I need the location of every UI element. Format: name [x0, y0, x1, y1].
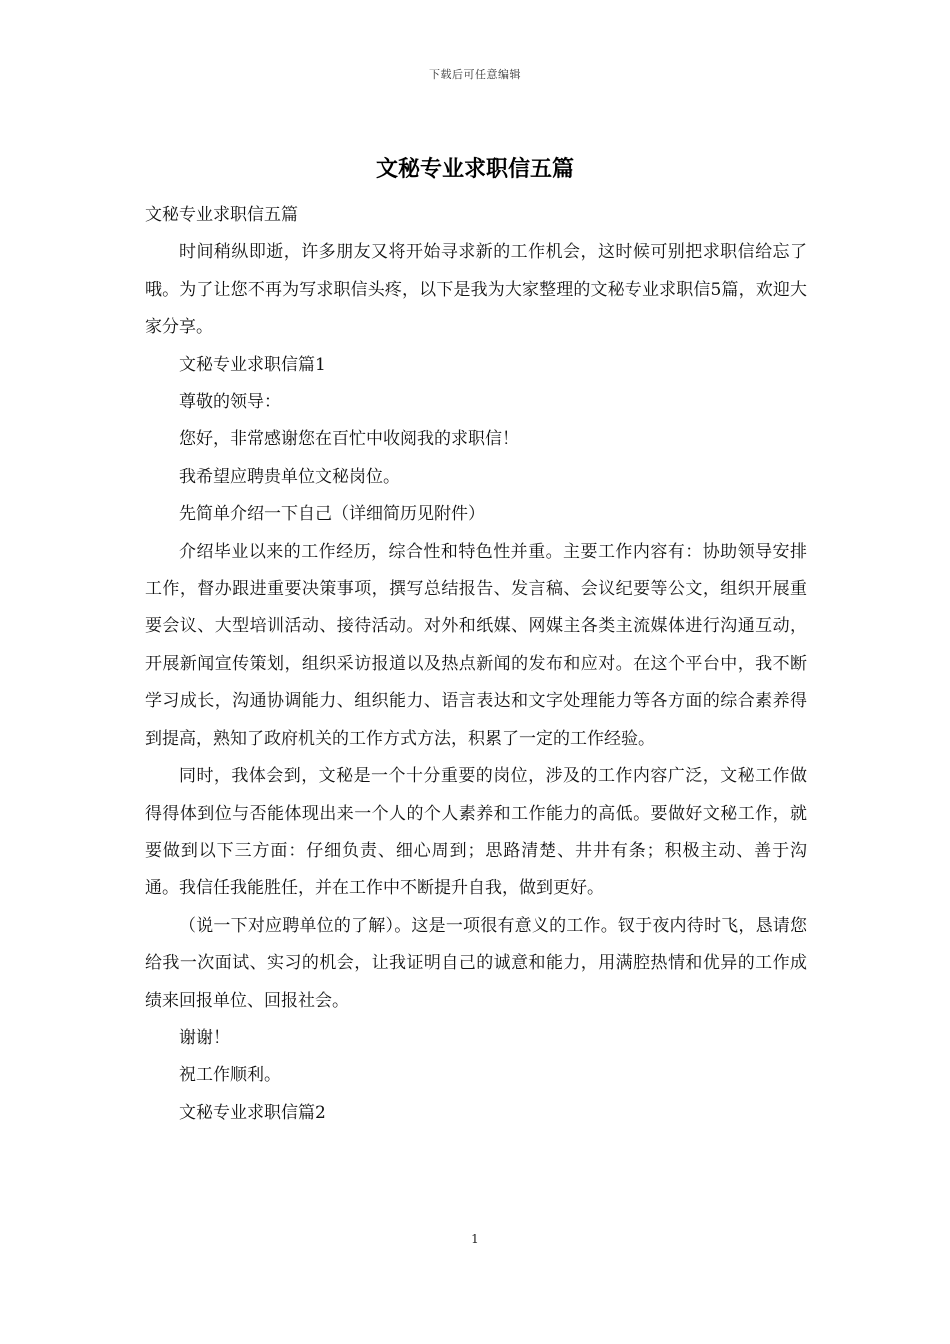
document-body — [145, 197, 807, 1132]
section-heading: 文秘专业求职信篇1 — [179, 354, 326, 375]
paragraph: 我希望应聘贵单位文秘岗位。 — [179, 466, 400, 487]
document-title: 文秘专业求职信五篇 — [375, 156, 574, 182]
page-number: 1 — [471, 1232, 479, 1246]
paragraph: 您好，非常感谢您在百忙中收阅我的求职信！ — [179, 429, 519, 450]
salutation: 尊敬的领导： — [179, 392, 281, 413]
paragraph: 介绍毕业以来的工作经历，综合性和特色性并重。主要工作内容有：协助领导安排工作，督办跟进重要决策事项，撰写总结报告、发言稿、会议纪要等公文，组织开展重要会议、大型培训活动、接待活动。对外和纸媒、网媒主各类主流媒体进行沟通互动，开展新闻宣传策划，组织采访报道以及热点新闻的发布和应对。在这个平台中，我不断学习成长，沟通协调能力、组织能力、语言表达和文字处理能力等各方面的综合素养得到提高，熟知了政府机关的工作方式方法，积累了一定的工作经验。 — [145, 541, 807, 749]
paragraph: （说一下对应聘单位的了解）。这是一项很有意义的工作。钗于夜内待时飞，恳请您给我一次面试、实习的机会，让我证明自己的诚意和能力，用满腔热情和优异的工作成绩来回报单位、回报社会。 — [145, 915, 807, 1011]
paragraph: 时间稍纵即逝，许多朋友又将开始寻求新的工作机会，这时候可别把求职信给忘了哦。为了让您不再为写求职信头疼，以下是我为大家整理的文秘专业求职信5篇，欢迎大家分享。 — [145, 242, 807, 338]
section-heading: 文秘专业求职信篇2 — [179, 1102, 326, 1123]
paragraph: 先简单介绍一下自己（详细简历见附件） — [179, 504, 485, 525]
closing: 祝工作顺利。 — [179, 1065, 281, 1086]
paragraph: 文秘专业求职信五篇 — [145, 205, 298, 225]
closing: 谢谢！ — [179, 1027, 230, 1048]
paragraph: 同时，我体会到，文秘是一个十分重要的岗位，涉及的工作内容广泛，文秘工作做得得体到位与否能体现出来一个人的个人素养和工作能力的高低。要做好文秘工作，就要做到以下三方面：仔细负责、细心周到；思路清楚、井井有条；积极主动、善于沟通。我信任我能胜任，并在工作中不断提升自我，做到更好。 — [145, 766, 807, 899]
header-note: 下载后可任意编辑 — [429, 68, 521, 81]
